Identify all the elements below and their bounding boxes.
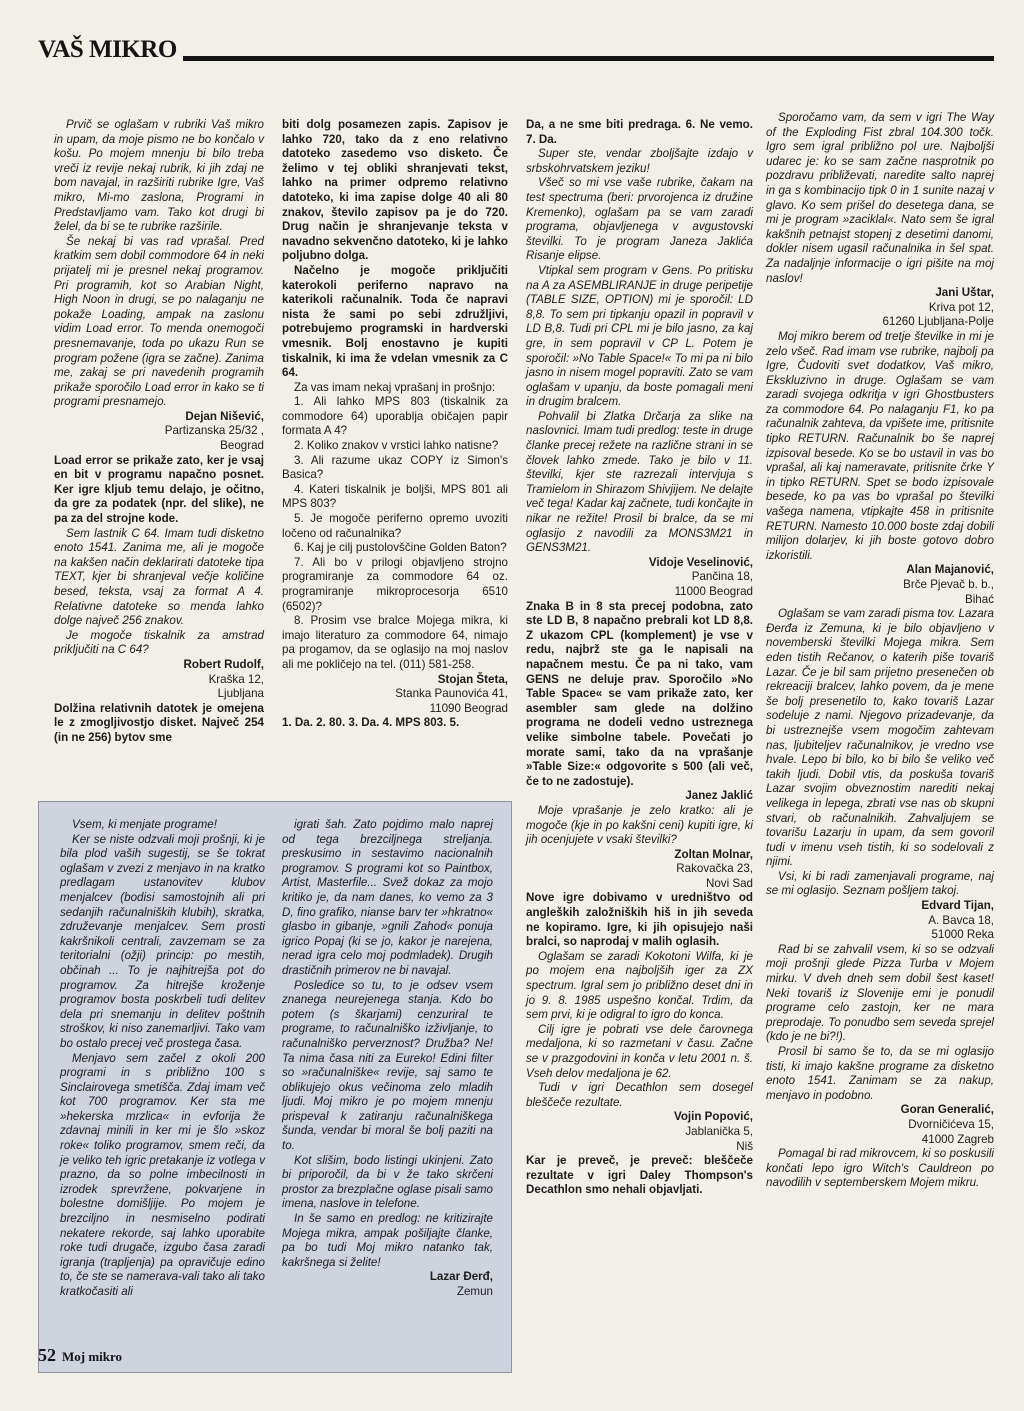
signature-street: Jablanička 5, xyxy=(685,1124,753,1138)
magazine-name: Moj mikro xyxy=(62,1349,123,1364)
editor-answer: Dolžina relativnih datotek je omejena le z zmogljivostjo disket. Največ 254 (in ne 256) bytov sme xyxy=(54,701,264,744)
signature-street: Partizanska 25/32 , xyxy=(164,424,264,438)
letter-paragraph: Všeč so mi vse vaše rubrike, čakam na test spectruma (beri: prvorojenca iz družine Kremenko), oglašam pa se vam zaradi programa, objavljenega v avgustovski številki. To je program Janeza Jaklića Risanje elipse. xyxy=(526,176,753,263)
editor-answer: Kar je preveč, je preveč: bleščeče rezultate v igri Daley Thompson's Decathlon smo nehali objavljati. xyxy=(526,1154,753,1197)
signature-name: Zoltan Molnar, xyxy=(674,847,753,861)
letter-paragraph: Pomagal bi rad mikrovcem, ki so poskusili končati lepo igro Witch's Cauldreon po navodilih v septemberskem Mojem mikru. xyxy=(766,1147,994,1190)
question-item: 5. Je mogoče periferno opremo uvoziti ločeno od računalnika? xyxy=(282,512,508,540)
signature xyxy=(766,1103,994,1147)
signature xyxy=(526,789,753,804)
letter-paragraph: Še nekaj bi vas rad vprašal. Pred kratkim sem dobil commodore 64 in neki prijatelj mi je presnel nekaj programov. Pri programih, kot so Arabian Night, High Noon in drugi, se po nalaganju ne pokaže Loading, ampak na zaslonu vidim Load error. To menda onemogoči presnemavanje, toda po ukazu Run se program požene (igra se začne). Zanima me, zakaj se pri navedenih programih prikaže sporočilo Load error in kako se ti programi presnamejo. xyxy=(54,234,264,409)
letter-paragraph: Menjavo sem začel z okoli 200 programi in s približno 100 s Sinclairovega smetišča. Zdaj imam več kot 700 programov. Ker sta me »hekerska mrzlica« in evforija že zdavnaj minili in ker mi je šlo »skoz roke« toliko programov, smem reči, da je veliko teh igric pretakanje iz votlega v prazno, da so polne imbecilnosti in izrodek sprevržene, pokvarjene in bolestne domišljije. Po mojem je brezciljno in nesmiselno podirati nekatere rekorde, saj lahko uporabite roke tudi drugače, izgubo časa zaradi igranja (trapljenja) pa opravičuje edino to, če ste se namerava-vali tako ali tako kratkočasiti ali xyxy=(60,1051,265,1298)
signature-street: Kriva pot 12, xyxy=(928,300,994,314)
section-title: VAŠ MIKRO xyxy=(38,36,183,64)
column-3 xyxy=(526,118,753,1198)
letter-paragraph: Ker se niste odzvali moji prošnji, ki je bila plod vaših sugestij, se še tokrat oglašam v zvezi z menjavo in na kratko predlagam ustanovitev klubov menjalcev (bodisi samostojnih ali pri sedanjih računalniških klubih), skratka, združevanje menjalcev. Sem prosti kakršnikoli centrali, zavzemam se za teritorialni (ožji) princip: po mestih, občinah ... To je najhitrejša pot do programov. Za hitrejše kroženje programov bosta poskrbeli tudi delitev dela pri snemanju in delitev poštnih stroškov, ki niso zanemarljivi. Tako vam bo ostalo precej več prostega časa. xyxy=(60,832,265,1050)
signature xyxy=(54,410,264,454)
editor-answer: Znaka B in 8 sta precej podobna, zato ste LD B, 8 napačno prebrali kot LD 8,8. Z ukazom CPL (komplement) je vse v redu, najbrž ste ga le napisali na napačnem mestu. Če pa ni tako, vam GENS ne deluje prav. Sporočilo »No Table Space« se vam prikaže zato, ker asembler sam glede na dolžino programa ne dodeli vedno ustreznega velike simbolne tabele. Povečati jo morate sami, tako da na vprašanje »Table Size:« odgovorite s 500 (ali več, če to ne zadostuje). xyxy=(526,599,753,788)
letter-paragraph: Cilj igre je pobrati vse dele čarovnega medaljona, ki so razmetani v času. Začne se v prazgodovini in konča v letu 2001 n. š. Vseh delov medaljona je 62. xyxy=(526,1022,753,1080)
letter-paragraph: Moje vprašanje je zelo kratko: ali je mogoče (kje in po kakšni ceni) kupiti igre, ki jih ocenjujete v vsaki številki? xyxy=(526,803,753,847)
signature-city: 61260 Ljubljana-Polje xyxy=(882,315,994,329)
boxed-letter-column-2 xyxy=(282,818,493,1300)
question-item: 4. Kateri tiskalnik je boljši, MPS 801 ali MPS 803? xyxy=(282,482,508,511)
signature-city: Ljubljana xyxy=(217,687,264,701)
letter-paragraph: Tudi v igri Decathlon sem dosegel bleščeče rezultate. xyxy=(526,1081,753,1109)
letter-paragraph: Prosil bi samo še to, da se mi oglasijo tisti, ki imajo kakšne programe za disketno enoto 1541. Zanimam se za nakup, menjavo in podobno. xyxy=(766,1045,994,1102)
letter-paragraph: Prvič se oglašam v rubriki Vaš mikro in upam, da moje pismo ne bo končalo v košu. Po mojem mnenju bi bilo treba vreči iz revije nekaj rubrik, ki jih zdaj ne bom navajal, in razširiti rubrike Igre, Vaš mikro, Mi-mo zaslona, Programi in Predstavljamo vam. Tako kot drugi bi želel, da bi se te rubrike razširile. xyxy=(54,118,264,234)
signature-city: Beograd xyxy=(220,439,264,453)
signature-name: Vojin Popović, xyxy=(673,1110,753,1124)
signature-city: 41000 Zagreb xyxy=(921,1132,994,1146)
editor-answer: Načelno je mogoče priključiti katerokoli periferno napravo na katerikoli računalnik. Toda če napravi nista že sami po sebi združljivi, potrebujemo programski in hardverski vmesnik. Bolj enostavno je kupiti tiskalnik, ki ima že vdelan vmesnik za C 64. xyxy=(282,263,508,380)
signature-city: Bihać xyxy=(964,592,994,606)
question-item: 2. Koliko znakov v vrstici lahko natisne? xyxy=(294,439,499,453)
editor-answer: Nove igre dobivamo v uredništvo od angleških založniških hiš in jih seveda ne kopiramo. Igre, ki jih opisujejo naši bralci, so naprodaj v malih oglasih. xyxy=(526,891,753,949)
signature-city: Zemun xyxy=(456,1285,493,1298)
letter-paragraph: Vtipkal sem program v Gens. Po pritisku na A za ASEMBLIRANJE in druge peripetije (TABLE SIZE, OPTION) mi je sporočil: LD 8,8. To sem pri tipkanju opazil in popravil v LD B,8. Tudi pri CPL mi je bilo jasno, za kaj gre, in sem popravil v CP L. Potem je sporočil: »No Table Space!« To mi pa ni bilo jasno in nisem mogel popraviti. Zato se vam oglašam v upanju, da boste pomagali meni in drugim bralcem. xyxy=(526,263,753,409)
signature-street: A. Bavca 18, xyxy=(928,913,994,927)
signature xyxy=(282,1270,493,1299)
letter-paragraph: Oglašam se vam zaradi pisma tov. Lazara Đerđa iz Zemuna, ki je bilo objavljeno v novemberski številki Mojega mikra. Sem eden tistih Rečanov, o katerih piše tovariš Lazar. Če je bil sam prijetno presenečen ob rekreaciji bralcev, lahko povem, da je mene še bolj presenetilo to, kako tovariš Lazar sodeluje z nami. Njegovo prizadevanje, da bi ustreznejše vsem mogočim zahtevam nas, ljubiteljev računalnikov, je vredno vse hvale. Lepo bi bilo, ko bi bilo še veliko več takih ljudi. Dobil vtis, da poskuša tovariš Lazar svojim obveznostim narediti nekaj velikega in lepega, zbrati vse nas ob skupni stvari, ob računalnikih. Zahvaljujem se tovarišu Lazarju in upam, da sem govoril tudi v imenu vseh tistih, ki so sodelovali z njimi. xyxy=(766,607,994,869)
letter-paragraph: Vsi, ki bi radi zamenjavali programe, naj se mi oglasijo. Seznam pošljem takoj. xyxy=(766,869,994,898)
signature-city: 51000 Reka xyxy=(931,928,994,942)
editor-answer: Da, a ne sme biti predraga. 6. Ne vemo. 7. Da. xyxy=(526,118,753,146)
editor-answer: 1. Da. 2. 80. 3. Da. 4. MPS 803. 5. xyxy=(282,716,460,730)
letter-paragraph: Sem lastnik C 64. Imam tudi disketno enoto 1541. Zanima me, ali je mogoče na kakšen način deklarirati datoteke tipa TEXT, kjer bi shranjeval večje količine besed, teksta, vsaj za format A 4. Relativne datoteke so menda lahko dolge največ 256 znakov. xyxy=(54,526,264,628)
editor-answer: biti dolg posamezen zapis. Zapisov je lahko 720, tako da z eno relativno datoteko zasedemo vso disketo. Če želimo v tej obliki shranjevati tekst, lahko na primer odpremo relativno datoteko, ki ima zapise dolge 40 ali 80 znakov, število zapisov pa je do 720. Drug način je shranjevanje teksta v navadno sekvenčno datoteko, ki je lahko poljubno dolga. xyxy=(282,118,508,263)
column-4 xyxy=(766,111,994,1191)
signature-name: Jani Uštar, xyxy=(935,286,994,300)
signature-name: Vidoje Veselinović, xyxy=(648,555,753,569)
page-footer xyxy=(38,1345,122,1366)
signature-name: Stojan Šteta, xyxy=(437,672,508,686)
signature xyxy=(526,556,753,600)
column-1 xyxy=(54,118,264,746)
signature-street: Kraška 12, xyxy=(208,672,264,686)
question-item: 6. Kaj je cilj pustolovščine Golden Baton? xyxy=(294,541,507,555)
signature xyxy=(282,673,508,717)
question-item: 8. Prosim vse bralce Mojega mikra, ki imajo literaturo za commodore 64, nimajo pa progamov, da se oglasijo na moj naslov ali me pokličejo na tel. (011) 581-258. xyxy=(282,614,508,671)
signature xyxy=(766,286,994,330)
letter-paragraph: Super ste, vendar zboljšajte izdajo v srbskohrvatskem jeziku! xyxy=(526,147,753,175)
page-number: 52 xyxy=(38,1345,56,1365)
letter-paragraph: Kot slišim, bodo listingi ukinjeni. Zato bi priporočil, da bi v že tako skrčeni prostor za brezplačne oglase pisali samo imena, naslove in telefone. xyxy=(282,1153,493,1211)
signature-street: Brče Pjevač b. b., xyxy=(903,578,994,591)
letter-paragraph: Oglašam se zaradi Kokotoni Wilfa, ki je po mojem ena najboljših iger za ZX spectrum. Igral sem jo približno deset dni in jo 9. 8. 1985 uspešno končal. Trdim, da sem prvi, ki je odigral to igro do konca. xyxy=(526,949,753,1022)
signature-name: Alan Majanović, xyxy=(906,563,994,577)
letter-paragraph: Moj mikro berem od tretje številke in mi je zelo všeč. Rad imam vse rubrike, najbolj pa Igre, Čudoviti svet dodatkov, Vaš mikro, Ekskluzivno in druge. Oglašam se vam zaradi svojega odkritja v igri Ghostbusters za commodore 64. Po nalaganju F1, ko pa računalnik zahteva, da vpišete ime, pritisnite tipko RETURN. Računalnik bo še naprej izpisoval besede. Ko se bo ustavil in vas bo vprašal, ali kaj nameravate, pritisnite črke Y in tipko RETURN. Spet se bodo izpisovale besede, ko pa vas bo vprašal po številki vašega namena, vtipkajte 458 in pritisnite RETURN. Namesto 10.000 boste zdaj dobili milijon dolarjev, ki jih boste gotovo dobro izkoristili. xyxy=(766,329,994,562)
boxed-letter-column-1 xyxy=(60,818,265,1300)
signature-name: Lazar Đerđ, xyxy=(429,1270,493,1284)
signature-street: Pančina 18, xyxy=(691,570,753,584)
signature-name: Janez Jaklić xyxy=(685,789,753,803)
signature-street: Stanka Paunovića 41, xyxy=(395,687,508,701)
letter-paragraph: In še samo en predlog: ne kritizirajte Mojega mikra, ampak pošiljajte članke, pa bo tudi Moj mikro natanko tak, kakršnega si želite! xyxy=(282,1212,493,1269)
signature-city: Niš xyxy=(736,1139,753,1153)
column-2 xyxy=(282,118,508,731)
question-item: 7. Ali bo v prilogi objavljeno strojno programiranje za commodore 64 oz. programiranje mikroprocesorja 6510 (6502)? xyxy=(282,555,508,613)
letter-paragraph: igrati šah. Zato pojdimo malo naprej od tega brezciljnega streljanja. preskusimo in sestavimo nacionalnih programov. S programi kot so Paintbox, Artist, Masterfile... Svež dokaz za mojo kritiko je, da nam danes, ko vemo za 3 D, fino grafiko, nianse barv ter »hkratno« glasbo in gibanje, »gnili Zahod« ponuja igrico Popaj (ki se jo, kakor je narejena, nerad igra celo moj podmladek). Drugih drastičnih primerov ne bi navajal. xyxy=(282,818,493,977)
question-item: 1. Ali lahko MPS 803 (tiskalnik za commodore 64) uporablja običajen papir formata A 4? xyxy=(282,395,508,438)
letter-paragraph: Posledice so tu, to je odsev vsem znanega neurejenega stanja. Kdo bo potem (s škarjami) cenzuriral te programe, to računalniško izživljanje, to računalniško perverznost? Družba? Ne! Ta nima časa niti za Eureko! Edini filter so »računalniške« revije, saj samo te oblikujejo okus večinoma zelo mladih ljudi. Moj mikro je po mojem mnenju prispeval k zatiranju računalniškega šunda, vendar bi moral še bolj paziti na to. xyxy=(282,978,493,1153)
signature-street: Rakovačka 23, xyxy=(676,862,753,876)
section-header xyxy=(38,36,994,66)
letter-paragraph: Pohvalil bi Zlatka Drčarja za slike na naslovnici. Imam tudi predlog: teste in druge članke precej režete na različne strani in se človek lahko zmede. Tako je bilo v 11. številki, kjer ste razrezali intervjuja s Tramielom in Shirazom Shivjijem. Ne delajte več tega! Kadar kaj začnete, tudi končajte in nikar ne režite! Prosil bi bralce, da se mi oglasijo z navodili za MONS3M21 in GENS3M21. xyxy=(526,409,753,555)
signature-city: 11090 Beograd xyxy=(429,701,508,715)
question-item: 3. Ali razume ukaz COPY iz Simon's Basica? xyxy=(282,453,508,482)
signature-name: Dejan Nišević, xyxy=(185,409,264,423)
signature-street: Dvorničićeva 15, xyxy=(908,1117,994,1131)
signature-name: Edvard Tijan, xyxy=(921,899,994,913)
letter-paragraph: Za vas imam nekaj vprašanj in prošnjo: xyxy=(294,380,496,394)
signature xyxy=(54,658,264,702)
letter-paragraph: Sporočamo vam, da sem v igri The Way of the Exploding Fist zbral 104.300 točk. Igro sem igral približno pol ure. Najboljši udarec je: ko se sam začne nasprotnik po pozdravu približevati, naredite salto naprej in ga s kombinacijo tipk 0 in 1 sunite nazaj v glavo. Ko sem prišel do desetega dana, se mi je program »zaciklal«. Nato sem še igral kakšnih petnajst stopenj z desetimi danomi, dokler nisem ugasil računalnika in šel spat. Za nadaljnje informacije o igri pišite na moj naslov! xyxy=(766,111,994,285)
signature xyxy=(526,848,753,892)
signature-city: Novi Sad xyxy=(705,876,753,890)
letter-paragraph: Je mogoče tiskalnik za amstrad priključiti na C 64? xyxy=(54,628,264,657)
letter-paragraph: Rad bi se zahvalil vsem, ki so se odzvali moji prošnji glede Pizza Turba v Mojem mirku. V dveh dneh sem dobil šest kaset! Neki tovariš iz Slovenije emi je ponudil programe celo zastojn, ker ne mara preprodaje. To ponudbo sem seveda sprejel (kdo je ne bi?!). xyxy=(766,942,994,1044)
signature xyxy=(526,1110,753,1154)
signature-name: Robert Rudolf, xyxy=(183,657,264,671)
signature xyxy=(766,563,994,607)
signature-name: Goran Generalić, xyxy=(900,1103,994,1117)
editor-answer: Load error se prikaže zato, ker je vsaj en bit v programu napačno posnet. Ker igre kljub temu delajo, je očitno, da gre za podatek (npr. del slike), ne pa za del strojne kode. xyxy=(54,453,264,526)
signature xyxy=(766,899,994,943)
signature-city: 11000 Beograd xyxy=(674,585,753,598)
letter-paragraph: Vsem, ki menjate programe! xyxy=(72,818,217,831)
